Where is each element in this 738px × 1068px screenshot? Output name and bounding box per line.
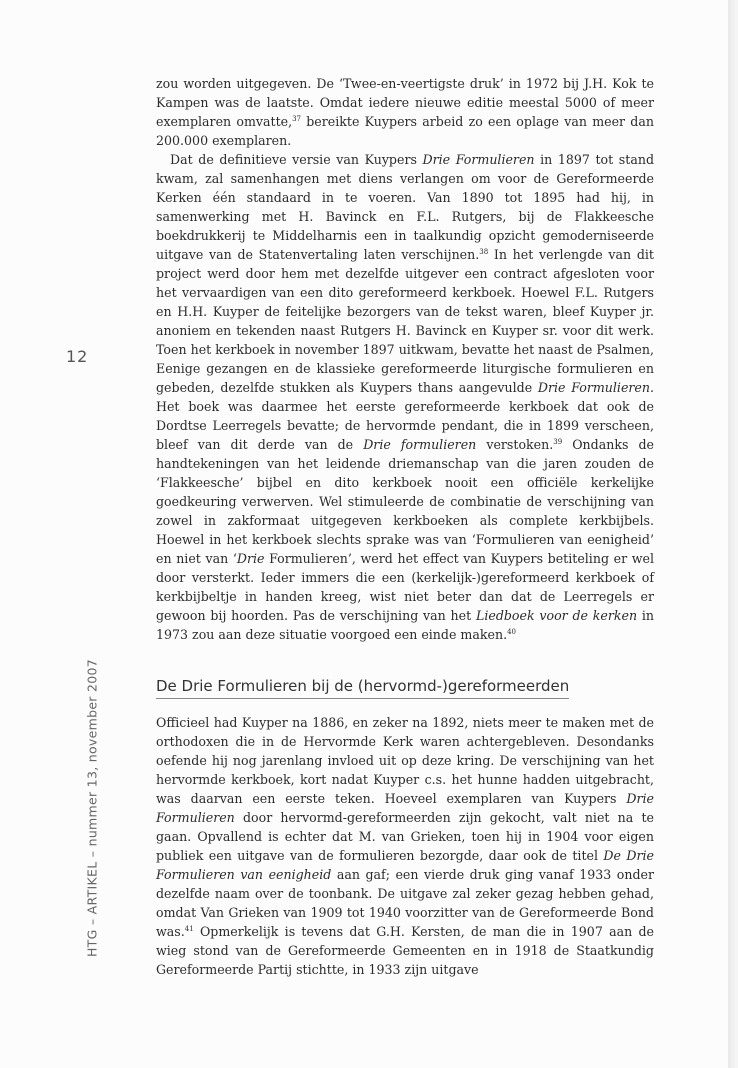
text-run: in 1973 zou aan deze situatie voorgoed een einde maken. <box>156 608 654 642</box>
body-text-section-1 <box>156 74 654 644</box>
text-run: In het verlengde van dit project werd door hem met dezelfde uitgever een contract afgesloten voor het vervaardigen van een dito gereformeerd kerkboek. Hoewel F.L. Rutgers en H.H. Kuyper de feitelijke bezorgers van de tekst waren, bleef Kuyper jr. anoniem en tekenden naast Rutgers H. Bavinck en Kuyper sr. voor dit werk. Toen het kerkboek in november 1897 uitkwam, bevatte het naast de Psalmen, Eenige gezangen en de klassieke gereformeerde liturgische formulieren en gebeden, dezelfde stukken als Kuypers thans aangevulde <box>156 247 654 395</box>
body-text-section-2 <box>156 713 654 979</box>
italic-title: Drie Formulieren <box>422 152 535 167</box>
italic-title: Liedboek voor de kerken <box>475 608 638 623</box>
text-run: Ondanks de handtekeningen van het leidende driemanschap van die jaren zouden de ‘Flakkeesche’ bijbel en dito kerkboek nooit een officiële kerkelijke goedkeuring verwerven. Wel stimuleerde de combinatie de verschijning van zowel in zakformaat uitgegeven kerkboeken als complete kerkbijbels. Hoewel in het kerkboek slechts sprake was van ‘Formulieren van eenigheid’ en niet van ‘ <box>156 437 655 566</box>
paragraph-3 <box>156 713 654 979</box>
paragraph-1 <box>156 74 654 150</box>
italic-title: Drie Formulieren <box>156 791 654 825</box>
text-run: Het boek was daarmee het eerste gereformeerde kerkboek dat ook de Dordtse Leerregels bevatte; de hervormde pendant, die in 1899 verscheen, bleef van dit derde van de <box>156 399 654 452</box>
footnote-ref-41: 41 <box>184 924 194 933</box>
footnote-ref-37: 37 <box>292 114 302 123</box>
text-run: Dat de definitieve versie van Kuypers <box>170 152 423 167</box>
page-number: 12 <box>66 347 89 366</box>
text-run: verstoken. <box>476 437 554 452</box>
text-run: zou worden uitgegeven. De ‘Twee-en-veertigste druk’ in 1972 bij J.H. Kok te Kampen was de laatste. Omdat iedere nieuwe editie meestal 5000 of meer exemplaren omvatte, <box>156 76 654 129</box>
section-heading: De Drie Formulieren bij de (hervormd-)gereformeerden <box>156 677 569 699</box>
running-head: HTG – ARTIKEL – nummer 13, november 2007 <box>84 658 100 958</box>
italic-title: Drie Formulieren. <box>537 380 654 395</box>
text-run: Officieel had Kuyper na 1886, en zeker na 1892, niets meer te maken met de orthodoxen die in de Hervormde Kerk waren achtergebleven. Desondanks oefende hij nog jarenlang invloed uit op deze kring. De verschijning van het hervormde kerkboek, kort nadat Kuyper c.s. het hunne hadden uitgebracht, was daarvan een eerste teken. Hoeveel exemplaren van Kuypers <box>156 715 654 806</box>
paragraph-2 <box>156 150 654 644</box>
text-run: aan gaf; een vierde druk ging vanaf 1933 onder dezelfde naam over de toonbank. De uitgave zal zeker gezag hebben gehad, omdat Van Grieken van 1909 tot 1940 voorzitter van de Gereformeerde Bond was. <box>156 867 655 939</box>
text-run: bereikte Kuypers arbeid zo een oplage van meer dan 200.000 exemplaren. <box>156 114 654 148</box>
italic-title: Drie formulieren <box>363 437 477 452</box>
text-run: Opmerkelijk is tevens dat G.H. Kersten, de man die in 1907 aan de wieg stond van de Gereformeerde Gemeenten en in 1918 de Staatkundig Gereformeerde Partij stichtte, in 1933 zijn uitgave <box>156 924 654 977</box>
page-edge-shadow <box>728 0 738 1068</box>
footnote-ref-39: 39 <box>553 437 563 446</box>
text-run: in 1897 tot stand kwam, zal samenhangen met diens verlangen om voor de Gereformeerde Kerken één standaard in te voeren. Van 1890 tot 1895 had hij, in samenwerking met H. Bavinck en F.L. Rutgers, bij de Flakkeesche boekdrukkerij te Middelharnis een in taalkundig opzicht gemoderniseerde uitgave van de Statenvertaling laten verschijnen. <box>156 152 654 262</box>
footnote-ref-38: 38 <box>479 247 489 256</box>
footnote-ref-40: 40 <box>507 627 516 636</box>
italic-title: De Drie Formulieren van eenigheid <box>156 848 654 882</box>
italic-word: Drie <box>236 551 265 566</box>
text-run: door hervormd-gereformeerden zijn gekocht, valt niet na te gaan. Opvallend is echter dat M. van Grieken, toen hij in 1904 voor eigen publiek een uitgave van de formulieren bezorgde, daar ook de titel <box>156 810 654 863</box>
text-run: Formulieren’, werd het effect van Kuypers betiteling er wel door versterkt. Ieder immers die een (kerkelijk-)gereformeerd kerkboek of kerkbijbeltje in handen kreeg, wist niet beter dan dat de Leerregels er gewoon bij hoorden. Pas de verschijning van het <box>156 551 654 623</box>
